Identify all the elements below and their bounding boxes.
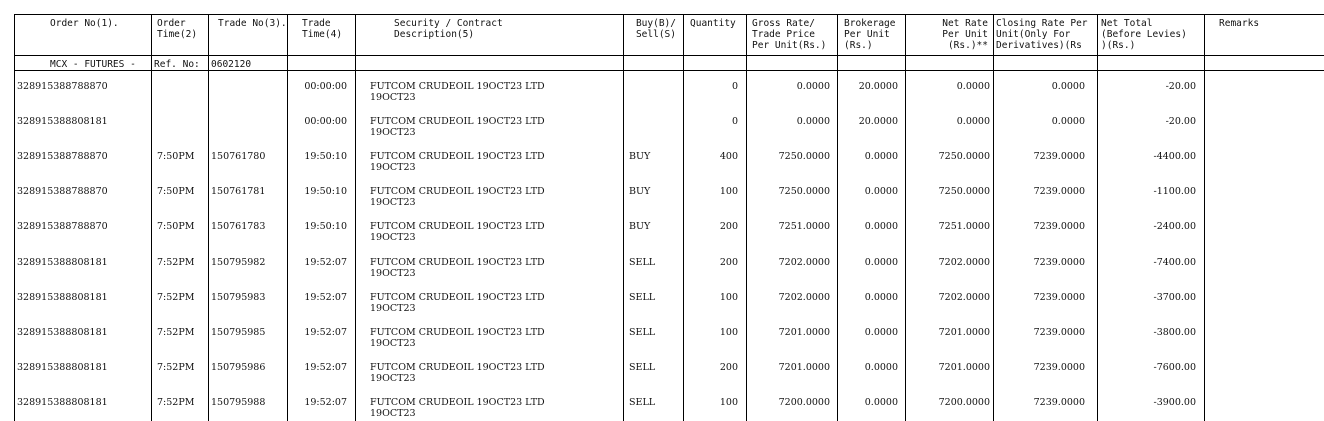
cell-order-no: 328915388808181 <box>17 116 108 127</box>
cell-buy-sell: BUY <box>629 186 651 197</box>
cell-brokerage: 0.0000 <box>864 362 898 373</box>
cell-order-no: 328915388808181 <box>17 292 108 303</box>
cell-brokerage: 20.0000 <box>858 116 898 127</box>
cell-order-no: 328915388808181 <box>17 327 108 338</box>
cell-buy-sell: SELL <box>629 397 656 408</box>
cell-gross-rate: 7200.0000 <box>778 397 830 408</box>
col-border-buy-sell <box>623 14 624 421</box>
cell-net-rate: 7251.0000 <box>938 221 990 232</box>
header-order-time: Order Time(2) <box>157 18 198 40</box>
cell-order-time: 7:50PM <box>157 151 195 162</box>
cell-quantity: 0 <box>731 81 738 92</box>
cell-order-no: 328915388788870 <box>17 186 108 197</box>
cell-gross-rate: 7251.0000 <box>778 221 830 232</box>
cell-quantity: 100 <box>719 327 738 338</box>
cell-order-no: 328915388788870 <box>17 81 108 92</box>
cell-buy-sell: BUY <box>629 151 651 162</box>
cell-net-rate: 0.0000 <box>956 81 990 92</box>
cell-gross-rate: 7201.0000 <box>778 327 830 338</box>
col-border-quantity <box>683 14 684 421</box>
cell-trade-no: 150795986 <box>211 362 266 373</box>
header-order-no: Order No(1). <box>50 18 119 29</box>
section-ref-no: 0602120 <box>211 59 252 70</box>
cell-order-time: 7:52PM <box>157 327 195 338</box>
cell-closing-rate: 7239.0000 <box>1033 221 1085 232</box>
cell-buy-sell: SELL <box>629 362 656 373</box>
cell-brokerage: 20.0000 <box>858 81 898 92</box>
cell-trade-no: 150761781 <box>211 186 266 197</box>
cell-security: FUTCOM CRUDEOIL 19OCT23 LTD 19OCT23 <box>370 362 545 384</box>
cell-closing-rate: 7239.0000 <box>1033 186 1085 197</box>
col-border-gross-rate <box>746 14 747 421</box>
header-net-total: Net Total (Before Levies) )(Rs.) <box>1101 18 1187 51</box>
cell-closing-rate: 7239.0000 <box>1033 362 1085 373</box>
cell-closing-rate: 0.0000 <box>1051 81 1085 92</box>
cell-buy-sell: SELL <box>629 257 656 268</box>
cell-closing-rate: 7239.0000 <box>1033 151 1085 162</box>
col-border-trade-no <box>208 14 209 421</box>
cell-trade-no: 150795988 <box>211 397 266 408</box>
header-quantity: Quantity <box>690 18 736 29</box>
cell-trade-no: 150795982 <box>211 257 266 268</box>
cell-trade-time: 19:52:07 <box>304 257 347 268</box>
cell-quantity: 200 <box>719 221 738 232</box>
cell-order-time: 7:50PM <box>157 221 195 232</box>
cell-net-total: -2400.00 <box>1153 221 1196 232</box>
cell-trade-time: 00:00:00 <box>304 116 347 127</box>
cell-gross-rate: 7202.0000 <box>778 292 830 303</box>
cell-net-rate: 7202.0000 <box>938 292 990 303</box>
cell-net-rate: 7200.0000 <box>938 397 990 408</box>
cell-security: FUTCOM CRUDEOIL 19OCT23 LTD 19OCT23 <box>370 186 545 208</box>
cell-net-rate: 7201.0000 <box>938 362 990 373</box>
cell-net-total: -4400.00 <box>1153 151 1196 162</box>
cell-closing-rate: 7239.0000 <box>1033 397 1085 408</box>
cell-order-time: 7:52PM <box>157 362 195 373</box>
cell-brokerage: 0.0000 <box>864 397 898 408</box>
cell-order-no: 328915388788870 <box>17 221 108 232</box>
cell-order-time: 7:52PM <box>157 292 195 303</box>
cell-net-total: -3800.00 <box>1153 327 1196 338</box>
header-brokerage: Brokerage Per Unit (Rs.) <box>844 18 896 51</box>
cell-trade-no: 150795983 <box>211 292 266 303</box>
cell-security: FUTCOM CRUDEOIL 19OCT23 LTD 19OCT23 <box>370 81 545 103</box>
cell-security: FUTCOM CRUDEOIL 19OCT23 LTD 19OCT23 <box>370 116 545 138</box>
header-security: Security / Contract Description(5) <box>394 18 503 40</box>
cell-brokerage: 0.0000 <box>864 221 898 232</box>
header-trade-time: Trade Time(4) <box>302 18 343 40</box>
cell-buy-sell: SELL <box>629 327 656 338</box>
cell-security: FUTCOM CRUDEOIL 19OCT23 LTD 19OCT23 <box>370 292 545 314</box>
col-border-left <box>14 14 15 421</box>
cell-trade-time: 00:00:00 <box>304 81 347 92</box>
cell-closing-rate: 0.0000 <box>1051 116 1085 127</box>
col-border-brokerage <box>837 14 838 421</box>
cell-net-total: -1100.00 <box>1153 186 1196 197</box>
cell-net-total: -7600.00 <box>1153 362 1196 373</box>
cell-closing-rate: 7239.0000 <box>1033 257 1085 268</box>
cell-quantity: 200 <box>719 362 738 373</box>
cell-brokerage: 0.0000 <box>864 292 898 303</box>
cell-net-total: -20.00 <box>1165 116 1196 127</box>
cell-quantity: 400 <box>719 151 738 162</box>
cell-trade-no: 150761783 <box>211 221 266 232</box>
top-rule <box>14 14 1324 15</box>
cell-gross-rate: 0.0000 <box>796 81 830 92</box>
cell-trade-time: 19:52:07 <box>304 292 347 303</box>
header-buy-sell: Buy(B)/ Sell(S) <box>635 18 676 40</box>
cell-trade-time: 19:52:07 <box>304 397 347 408</box>
cell-gross-rate: 7250.0000 <box>778 186 830 197</box>
cell-buy-sell: SELL <box>629 292 656 303</box>
cell-gross-rate: 7250.0000 <box>778 151 830 162</box>
cell-net-total: -20.00 <box>1165 81 1196 92</box>
cell-trade-no: 150795985 <box>211 327 266 338</box>
cell-quantity: 100 <box>719 186 738 197</box>
cell-security: FUTCOM CRUDEOIL 19OCT23 LTD 19OCT23 <box>370 397 545 419</box>
cell-gross-rate: 7202.0000 <box>778 257 830 268</box>
cell-brokerage: 0.0000 <box>864 151 898 162</box>
cell-trade-no: 150761780 <box>211 151 266 162</box>
cell-net-rate: 7201.0000 <box>938 327 990 338</box>
col-border-net-rate <box>905 14 906 421</box>
cell-trade-time: 19:50:10 <box>304 221 347 232</box>
cell-brokerage: 0.0000 <box>864 186 898 197</box>
col-border-order-time <box>151 14 152 421</box>
header-closing-rate: Closing Rate Per Unit(Only For Derivatives)(Rs <box>996 18 1088 51</box>
header-trade-no: Trade No(3). <box>218 18 287 29</box>
cell-order-no: 328915388808181 <box>17 257 108 268</box>
cell-net-rate: 7250.0000 <box>938 186 990 197</box>
cell-net-total: -7400.00 <box>1153 257 1196 268</box>
cell-order-time: 7:52PM <box>157 397 195 408</box>
cell-buy-sell: BUY <box>629 221 651 232</box>
header-remarks: Remarks <box>1219 18 1260 29</box>
cell-net-rate: 0.0000 <box>956 116 990 127</box>
cell-closing-rate: 7239.0000 <box>1033 327 1085 338</box>
cell-trade-time: 19:50:10 <box>304 151 347 162</box>
cell-security: FUTCOM CRUDEOIL 19OCT23 LTD 19OCT23 <box>370 151 545 173</box>
header-net-rate: Net Rate Per Unit (Rs.)** <box>942 18 988 51</box>
cell-quantity: 100 <box>719 397 738 408</box>
cell-brokerage: 0.0000 <box>864 327 898 338</box>
col-border-closing-rate <box>993 14 994 421</box>
col-border-security <box>355 14 356 421</box>
cell-quantity: 200 <box>719 257 738 268</box>
cell-net-total: -3900.00 <box>1153 397 1196 408</box>
cell-trade-time: 19:52:07 <box>304 327 347 338</box>
section-ref-label: Ref. No: <box>154 59 200 70</box>
cell-net-rate: 7202.0000 <box>938 257 990 268</box>
header-gross-rate: Gross Rate/ Trade Price Per Unit(Rs.) <box>752 18 827 51</box>
cell-order-no: 328915388788870 <box>17 151 108 162</box>
section-segment: MCX - FUTURES - <box>50 59 136 70</box>
cell-gross-rate: 7201.0000 <box>778 362 830 373</box>
cell-security: FUTCOM CRUDEOIL 19OCT23 LTD 19OCT23 <box>370 257 545 279</box>
cell-order-no: 328915388808181 <box>17 397 108 408</box>
cell-security: FUTCOM CRUDEOIL 19OCT23 LTD 19OCT23 <box>370 221 545 243</box>
cell-trade-time: 19:52:07 <box>304 362 347 373</box>
cell-security: FUTCOM CRUDEOIL 19OCT23 LTD 19OCT23 <box>370 327 545 349</box>
cell-gross-rate: 0.0000 <box>796 116 830 127</box>
cell-order-no: 328915388808181 <box>17 362 108 373</box>
cell-quantity: 0 <box>731 116 738 127</box>
col-border-net-total <box>1097 14 1098 421</box>
cell-net-rate: 7250.0000 <box>938 151 990 162</box>
cell-trade-time: 19:50:10 <box>304 186 347 197</box>
section-bottom-rule <box>14 70 1324 71</box>
cell-order-time: 7:50PM <box>157 186 195 197</box>
cell-closing-rate: 7239.0000 <box>1033 292 1085 303</box>
cell-brokerage: 0.0000 <box>864 257 898 268</box>
cell-net-total: -3700.00 <box>1153 292 1196 303</box>
cell-order-time: 7:52PM <box>157 257 195 268</box>
col-border-trade-time <box>287 14 288 421</box>
header-bottom-rule <box>14 55 1324 56</box>
cell-quantity: 100 <box>719 292 738 303</box>
col-border-remarks <box>1204 14 1205 421</box>
